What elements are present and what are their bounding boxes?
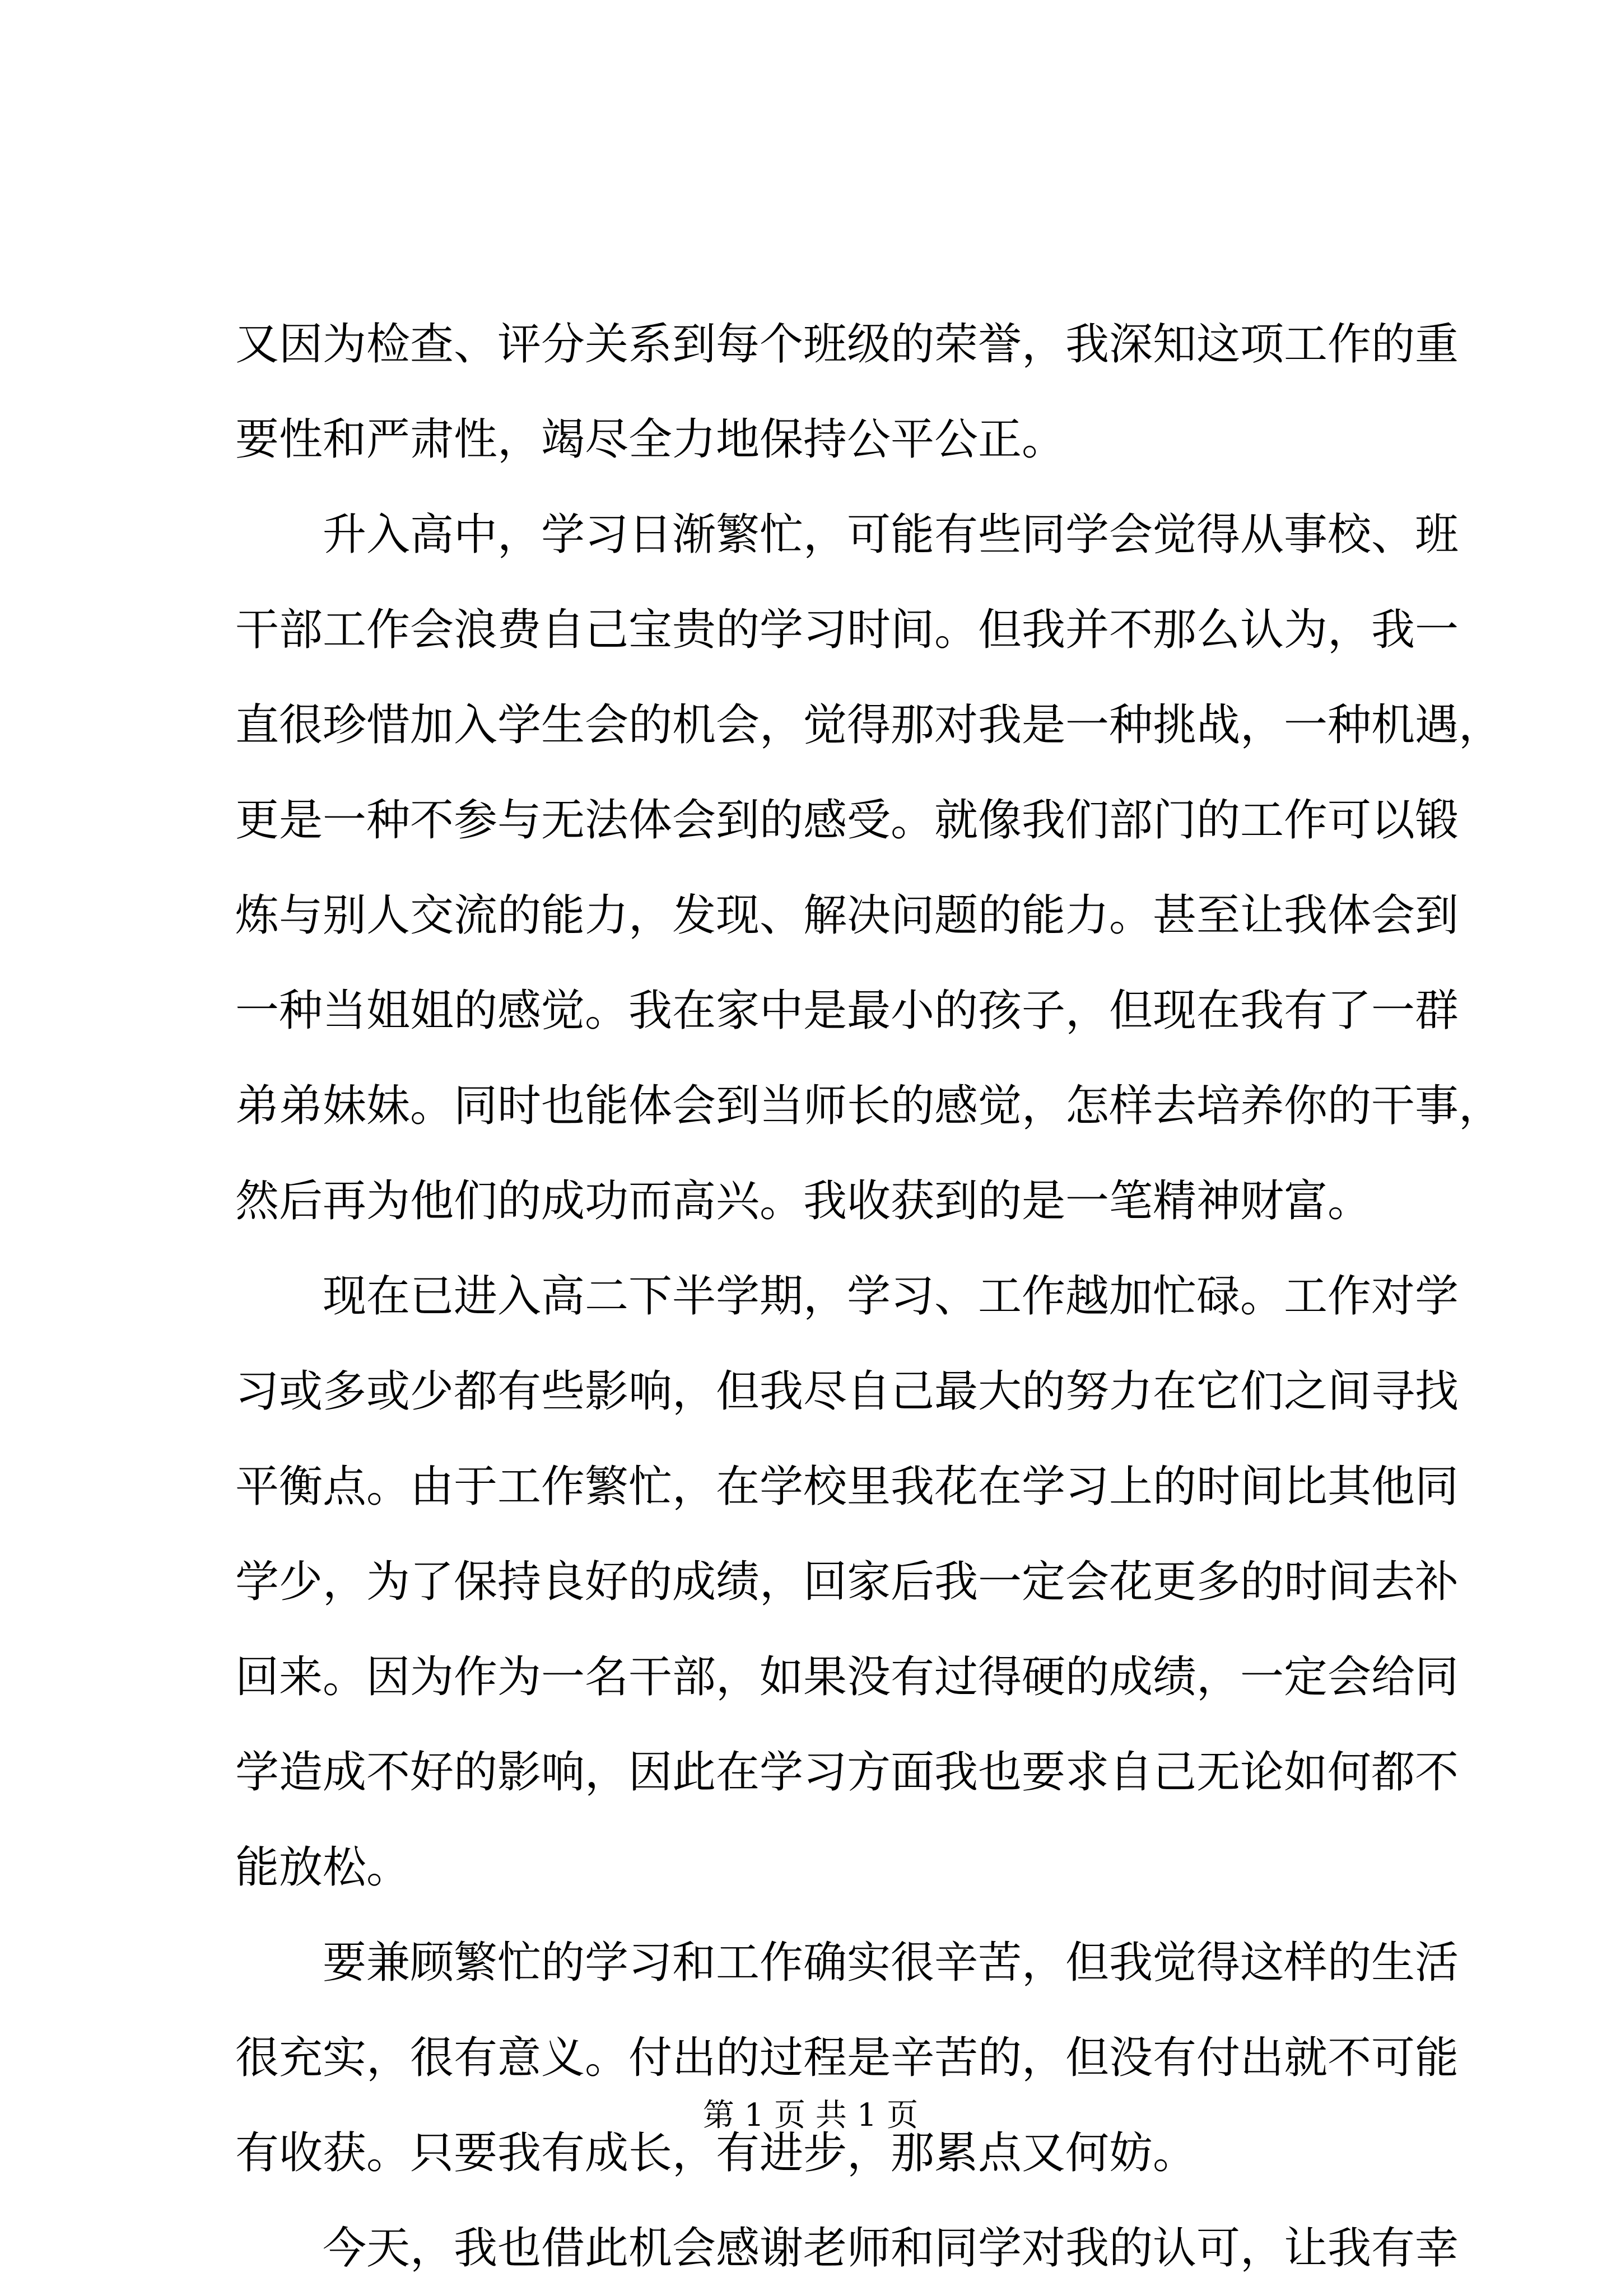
text-line: 学造成不好的影响，因此在学习方面我也要求自己无论如何都不 [235,1747,1459,1798]
text-line: 炼与别人交流的能力，发现、解决问题的能力。甚至让我体会到 [235,890,1459,941]
page-number-footer: 第 1 页 共 1 页 [702,2097,919,2134]
text-line: 要兼顾繁忙的学习和工作确实很辛苦，但我觉得这样的生活 [323,1938,1459,1988]
text-line: 有收获。只要我有成长，有进步，那累点又何妨。 [235,2128,1197,2178]
text-line: 一种当姐姐的感觉。我在家中是最小的孩子，但现在我有了一群 [235,986,1459,1036]
text-line: 平衡点。由于工作繁忙，在学校里我花在学习上的时间比其他同 [235,1462,1459,1512]
text-line: 今天，我也借此机会感谢老师和同学对我的认可，让我有幸 [323,2223,1459,2274]
text-line: 回来。因为作为一名干部，如果没有过得硬的成绩，一定会给同 [235,1652,1459,1702]
text-line: 干部工作会浪费自己宝贵的学习时间。但我并不那么认为，我一 [235,605,1459,655]
text-line: 学少，为了保持良好的成绩，回家后我一定会花更多的时间去补 [235,1557,1459,1607]
text-line: 习或多或少都有些影响，但我尽自己最大的努力在它们之间寻找 [235,1366,1459,1417]
text-line: 要性和严肃性，竭尽全力地保持公平公正。 [235,414,1066,465]
text-line: 直很珍惜加入学生会的机会，觉得那对我是一种挑战，一种机遇， [235,700,1503,750]
text-line: 很充实，很有意义。付出的过程是辛苦的，但没有付出就不可能 [235,2033,1459,2083]
text-line: 又因为检查、评分关系到每个班级的荣誉，我深知这项工作的重 [235,319,1459,370]
text-line: 弟弟妹妹。同时也能体会到当师长的感觉，怎样去培养你的干事， [235,1081,1503,1131]
text-line: 然后再为他们的成功而高兴。我收获到的是一笔精神财富。 [235,1176,1372,1226]
text-line: 能放松。 [235,1842,411,1893]
text-line: 现在已进入高二下半学期，学习、工作越加忙碌。工作对学 [323,1271,1459,1322]
text-line: 更是一种不参与无法体会到的感受。就像我们部门的工作可以锻 [235,795,1459,846]
text-line: 升入高中，学习日渐繁忙，可能有些同学会觉得从事校、班 [323,510,1459,560]
